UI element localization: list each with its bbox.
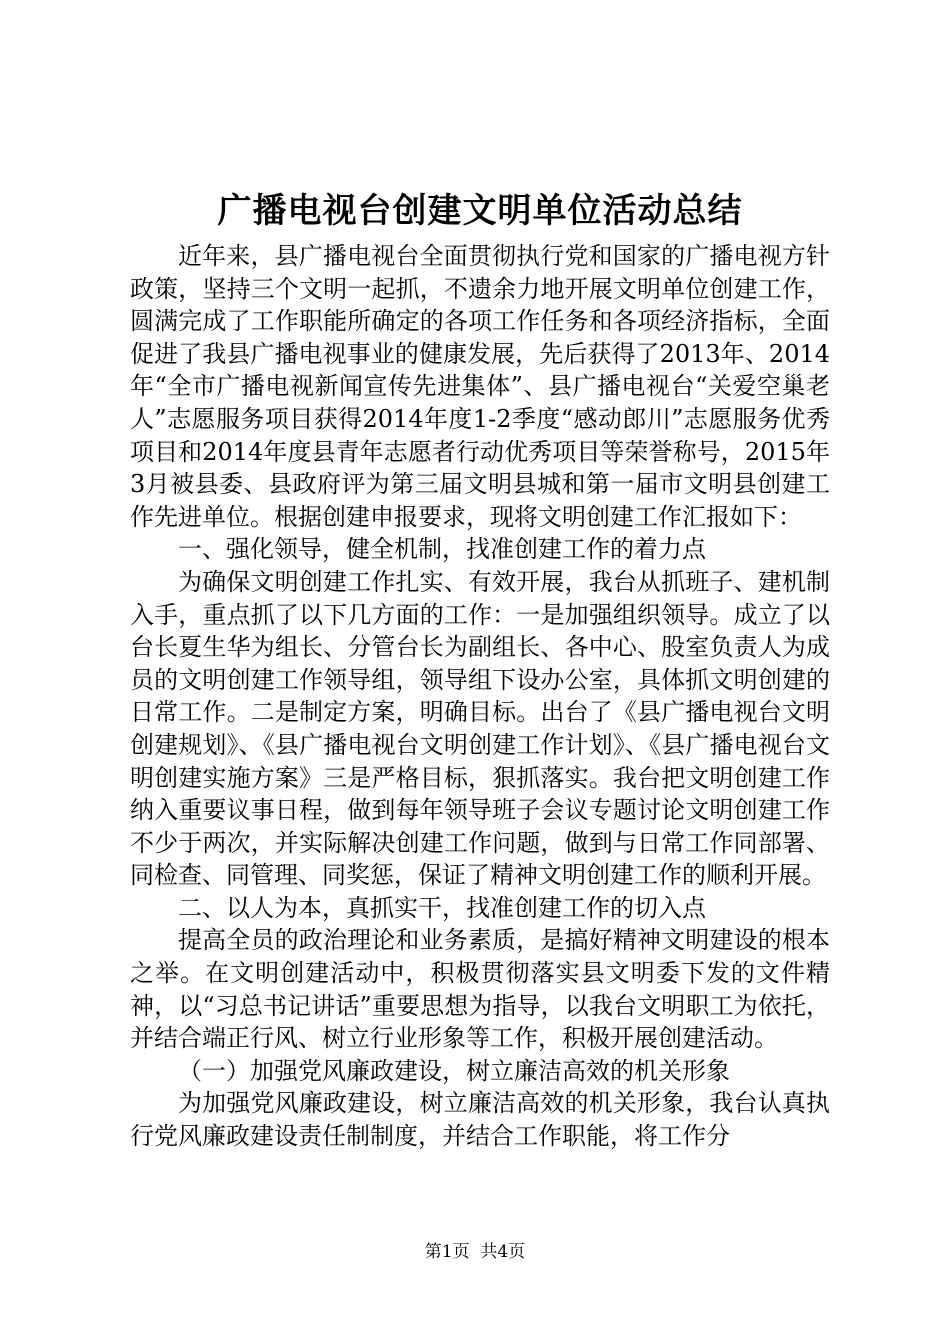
paragraph-section-1: 为确保文明创建工作扎实、有效开展，我台从抓班子、建机制入手，重点抓了以下几方面的工作：一是加强组织领导。成立了以台长夏生华为组长、分管台长为副组长、各中心、股室负责人为成员的文明创建工作领导组，领导组下设办公室，具体抓文明创建的日常工作。二是制定方案，明确目标。出台了《县广播电视台文明创建规划》、《县广播电视台文明创建工作计划》、《县广播电视台文明创建实施方案》三是严格目标，狠抓落实。我台把文明创建工作纳入重要议事日程，做到每年领导班子会议专题讨论文明创建工作不少于两次，并实际解决创建工作问题，做到与日常工作同部署、同检查、同管理、同奖惩，保证了精神文明创建工作的顺利开展。 (130, 567, 830, 890)
page-footer (0, 1240, 950, 1264)
paragraph-subsection-1: 为加强党风廉政建设，树立廉洁高效的机关形象，我台认真执行党风廉政建设责任制制度，并结合工作职能，将工作分 (130, 1089, 830, 1151)
section-heading-2: 二、以人为本，真抓实干，找准创建工作的切入点 (178, 893, 706, 922)
subsection-heading-1: （一）加强党风廉政建设，树立廉洁高效的机关形象 (178, 1056, 730, 1085)
document-title: 广播电视台创建文明单位活动总结 (217, 191, 743, 231)
page-total: 共4页 (480, 1242, 526, 1262)
section-heading-1: 一、强化领导，健全机制，找准创建工作的着力点 (178, 535, 706, 564)
page-number: 第1页 (424, 1242, 470, 1262)
paragraph-intro: 近年来，县广播电视台全面贯彻执行党和国家的广播电视方针政策，坚持三个文明一起抓，不遗余力地开展文明单位创建工作，圆满完成了工作职能所确定的各项工作任务和各项经济指标，全面促进了我县广播电视事业的健康发展，先后获得了2013年、2014年“全市广播电视新闻宣传先进集体”、县广播电视台“关爱空巢老人”志愿服务项目获得2014年度1-2季度“感动郎川”志愿服务优秀项目和2014年度县青年志愿者行动优秀项目等荣誉称号，2015年3月被县委、县政府评为第三届文明县城和第一届市文明县创建工作先进单位。根据创建申报要求，现将文明创建工作汇报如下： (130, 242, 830, 531)
footer-separator (470, 1242, 481, 1262)
document-body (130, 186, 830, 1153)
paragraph-section-2: 提高全员的政治理论和业务素质，是搞好精神文明建设的根本之举。在文明创建活动中，积极贯彻落实县文明委下发的文件精神，以“习总书记讲话”重要思想为指导，以我台文明职工为依托，并结合端正行风、树立行业形象等工作，积极开展创建活动。 (130, 926, 830, 1053)
